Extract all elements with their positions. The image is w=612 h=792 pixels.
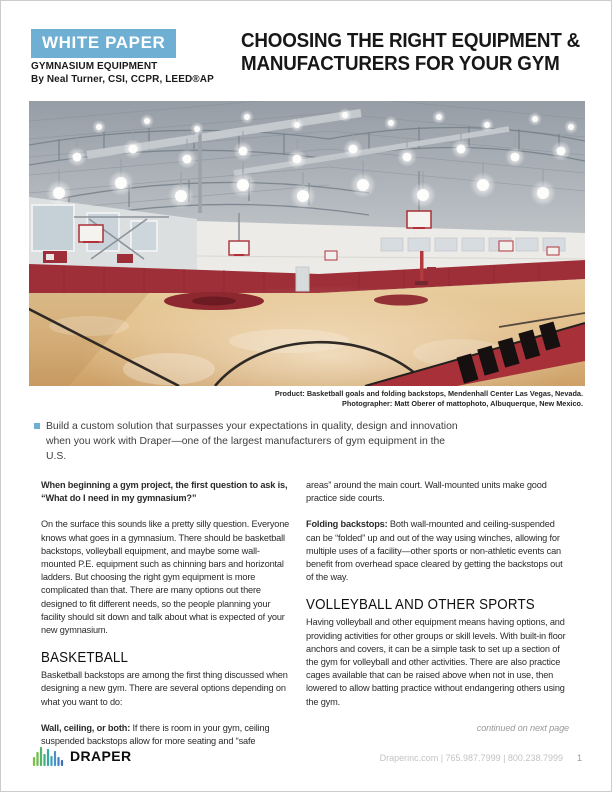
paragraph: Basketball backstops are among the first thing discussed when designing a new gym. There are several options depending on what you want to do:: [41, 670, 288, 707]
paragraph-text: Both wall-mounted and ceiling-suspended can be “folded” up and out of the way using winches, allowing for multiple uses of a facility—other sports or non-athletic events can benefit from overhead space cleared by getting the backstops out of the way.: [306, 519, 563, 583]
paragraph-text: If there is room in your gym, ceiling suspended backstops allow for more seating and “safe: [41, 722, 270, 747]
paragraph: areas” around the main court. Wall-mounted units make good practice side courts.: [306, 480, 547, 504]
photo-caption-line1: Product: Basketball goals and folding backstops, Mendenhall Center Las Vegas, Nevada.: [274, 389, 583, 398]
page-number: 1: [576, 753, 582, 763]
page-title-line1: CHOOSING THE RIGHT EQUIPMENT &: [241, 30, 581, 52]
body-column-left: [41, 479, 293, 761]
document-category: GYMNASIUM EQUIPMENT: [31, 61, 158, 72]
intro-callout: [34, 419, 458, 464]
white-paper-badge-label: WHITE PAPER: [42, 33, 166, 52]
photo-caption-line2: Photographer: Matt Oberer of mattophoto, Albuquerque, New Mexico.: [342, 398, 583, 408]
photo-caption: [275, 389, 583, 408]
page-title-line2: MANUFACTURERS FOR YOUR GYM: [241, 53, 560, 75]
body-column-right: [306, 479, 569, 748]
paragraph: [306, 518, 569, 584]
document-author: By Neal Turner, CSI, CCPR, LEED®AP: [31, 74, 214, 85]
paragraph-lead-bold: Wall, ceiling, or both:: [41, 722, 131, 733]
paragraph-lead-bold: Folding backstops:: [306, 519, 388, 530]
gym-photo-illustration: [29, 101, 585, 386]
footer-meta: [380, 753, 582, 763]
draper-waveform-bars-icon: [32, 745, 68, 767]
draper-wordmark: DRAPER: [70, 748, 132, 764]
section-heading-basketball: BASKETBALL: [41, 650, 129, 667]
continued-note: continued on next page: [476, 722, 569, 733]
footer-contact: Draperinc.com | 765.987.7999 | 800.238.7999: [379, 753, 563, 763]
white-paper-badge: [31, 29, 176, 58]
lead-question: When beginning a gym project, the first question to ask is, “What do I need in my gymnasium?”: [41, 480, 288, 504]
gym-photo: [29, 101, 585, 386]
intro-text: Build a custom solution that surpasses your expectations in quality, design and innovation when you work with Draper—one of the largest manufacturers of gym equipment in the U.S.: [46, 421, 458, 462]
draper-logo: [32, 745, 132, 767]
square-bullet-icon: [34, 423, 40, 429]
page-title: [241, 30, 580, 76]
section-heading-volleyball: VOLLEYBALL AND OTHER SPORTS: [306, 597, 535, 614]
paragraph: Having volleyball and other equipment means having options, and providing activities for other groups or skill levels. With built-in floor anchors and covers, it can be a simple task to set up a section of the gym for volleyball and other activities. There are also practice cages available that can be raised above when not in use, then lowered to allow batting practice without endangering others using the gym.: [306, 617, 566, 707]
paragraph: On the surface this sounds like a pretty silly question. Everyone knows what goes in a gymnasium. There should be basketball backstops, volleyball equipment, and maybe some wall-mounted P.E. equipment such as chinning bars and horizontal ladders. But choosing the right gym equipment is more complicated than that. There are many options out there designed to fit different needs, so the people planning your facility should sit down and talk about what is expected of your new gymnasium.: [41, 519, 290, 636]
